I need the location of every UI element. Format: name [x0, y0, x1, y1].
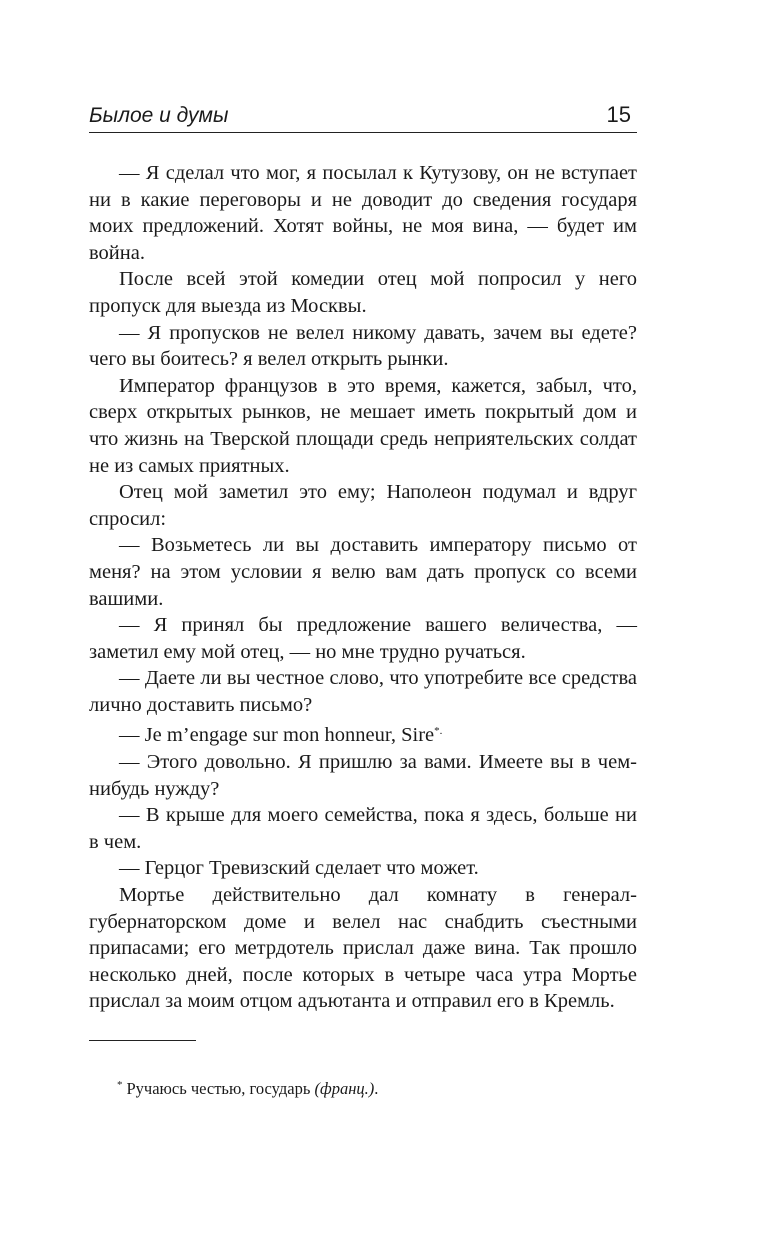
body-text: [89, 160, 637, 1015]
running-header: [89, 100, 637, 133]
footnote-text: Ручаюсь честью, государь: [126, 1079, 311, 1098]
footnote-language-gloss: (франц.): [314, 1079, 375, 1098]
paragraph: — Герцог Тревизский сделает что может.: [119, 857, 479, 880]
running-title: Былое и думы: [89, 104, 229, 127]
paragraph: — Возьметесь ли вы доставить императору письмо от меня? на этом условии я велю вам дать пропуск со всеми вашими.: [89, 534, 637, 610]
footnote-marker: *: [117, 1079, 123, 1091]
paragraph: — Я принял бы предложение вашего величества, — заметил ему мой отец, — но мне трудно ручаться.: [89, 614, 637, 663]
paragraph: — В крыше для моего семейства, пока я здесь, больше ни в чем.: [89, 804, 637, 853]
paragraph: — Я пропусков не велел никому давать, зачем вы едете? чего вы боитесь? я велел открыть рынки.: [89, 321, 637, 371]
page-number: 15: [606, 102, 631, 127]
paragraph: Император французов в это время, кажется, забыл, что, сверх открытых рынков, не мешает иметь покрытый дом и что жизнь на Тверской площади средь неприятельских солдат не из самых приятных.: [89, 374, 637, 477]
paragraph: После всей этой комедии отец мой попросил у него пропуск для выезда из Москвы.: [89, 268, 637, 317]
paragraph: — Даете ли вы честное слово, что употребите все средства лично доставить письмо?: [89, 667, 637, 716]
footnote-end: .: [374, 1079, 379, 1098]
footnote-reference: *.: [434, 725, 443, 738]
footnote-divider: [89, 1040, 196, 1041]
french-quote: — Je m’engage sur mon honneur, Sire: [119, 724, 435, 747]
paragraph: — Этого довольно. Я пришлю за вами. Имеете вы в чем-нибудь нужду?: [89, 751, 637, 800]
footnote: [117, 1075, 378, 1099]
paragraph-with-footnote: [89, 718, 637, 749]
paragraph: Отец мой заметил это ему; Наполеон подумал и вдруг спросил:: [89, 481, 637, 530]
paragraph: — Я сделал что мог, я посылал к Кутузову, он не вступает ни в какие переговоры и не доводит до сведения государя моих предложений. Хотят войны, не моя вина, — будет им война.: [89, 162, 637, 264]
paragraph: Мортье действительно дал комнату в генерал-губернаторском доме и велел нас снабдить съестными припасами; его метрдотель прислал даже вина. Так прошло несколько дней, после которых в четыре часа утра Мортье прислал за моим отцом адъютанта и отправил его в Кремль.: [89, 884, 637, 1013]
